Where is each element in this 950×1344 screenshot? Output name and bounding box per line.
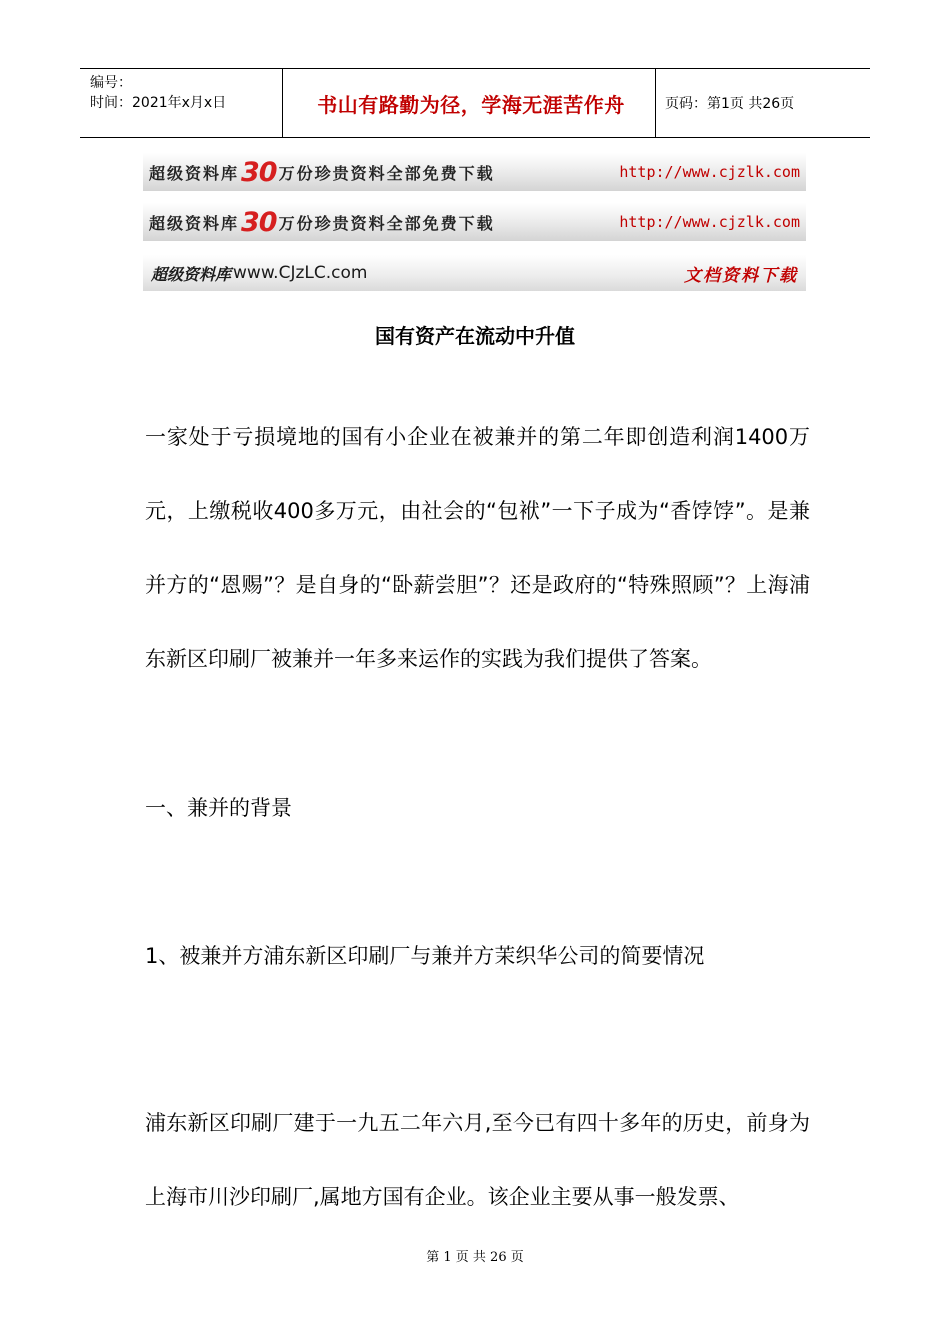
number-label: 编号： <box>90 75 132 91</box>
ad-banner-2[interactable] <box>143 203 806 241</box>
banner-text-b: 万份珍贵资料全部免费下载 <box>278 163 495 183</box>
page-footer: 第 1 页 共 26 页 <box>426 1250 524 1265</box>
ad-banner-3[interactable] <box>143 255 806 291</box>
body-paragraph: 浦东新区印刷厂建于一九五二年六月,至今已有四十多年的历史，前身为上海市川沙印刷厂,属地方国有企业。该企业主要从事一般发票、 <box>145 1111 810 1209</box>
time-label: 时间：2021年x月x日 <box>90 95 227 111</box>
intro-paragraph: 一家处于亏损境地的国有小企业在被兼并的第二年即创造利润1400万元，上缴税收400多万元，由社会的“包袱”一下子成为“香饽饽”。是兼并方的“恩赐”？是自身的“卧薪尝胆”？还是政府的“特殊照顾”？上海浦东新区印刷厂被兼并一年多来运作的实践为我们提供了答案。 <box>145 425 810 671</box>
ad-banner-1[interactable] <box>143 153 806 191</box>
banner-number: 30 <box>241 206 277 238</box>
header-meta <box>90 73 226 113</box>
banner3-site-link[interactable]: www.CJzLC.com <box>233 263 368 283</box>
document-title: 国有资产在流动中升值 <box>375 324 575 348</box>
document-header <box>80 68 870 138</box>
banner-number: 30 <box>241 156 277 188</box>
banner-text-a: 超级资料库 <box>149 213 240 233</box>
header-page-info: 页码：第1页 共26页 <box>665 96 795 112</box>
banner-text-b: 万份珍贵资料全部免费下载 <box>278 213 495 233</box>
banner3-download-label: 文档资料下载 <box>684 265 798 286</box>
header-divider <box>655 69 656 137</box>
header-divider <box>282 69 283 137</box>
section-heading: 一、兼并的背景 <box>145 796 292 820</box>
banner3-brand: 超级资料库 <box>151 264 232 284</box>
banner-url-link[interactable]: http://www.cjzlk.com <box>619 163 800 181</box>
banner-url-link[interactable]: http://www.cjzlk.com <box>619 213 800 231</box>
banner-text-a: 超级资料库 <box>149 163 240 183</box>
subsection-heading: 1、被兼并方浦东新区印刷厂与兼并方茉织华公司的简要情况 <box>145 944 705 968</box>
header-motto: 书山有路勤为径，学海无涯苦作舟 <box>317 92 625 117</box>
